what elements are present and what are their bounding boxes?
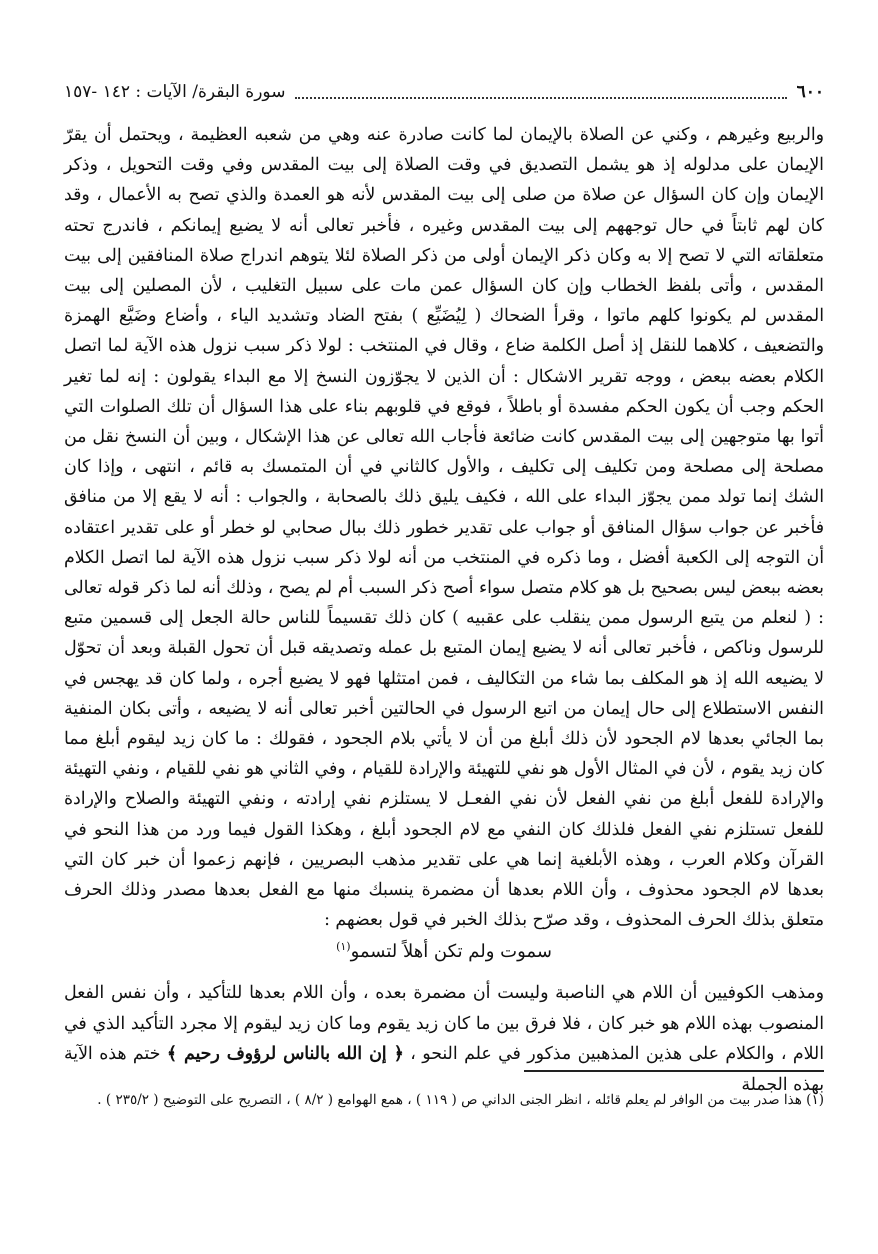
poetry-verse — [64, 940, 824, 962]
quran-verse: ﴿ إن الله بالناس لرؤوف رحيم ﴾ — [166, 1044, 404, 1064]
header-dot-leader — [295, 97, 786, 99]
footnotes — [64, 1088, 824, 1112]
book-page — [64, 70, 824, 1210]
footnote-1: (١) هذا صدر بيت من الوافر لم يعلم قائله ، انظر الجنى الداني ص ( ١١٩ ) ، همع الهوامع ( ٨/٢ ) ، التصريح على التوضيح ( ٢٣٥/٢ ) . — [97, 1092, 824, 1108]
running-header — [64, 78, 824, 106]
footnote-reference[interactable]: (١) — [336, 940, 351, 953]
verse-text: سموت ولم تكن أهلاً لتسمو — [350, 941, 552, 962]
body-paragraph-2 — [64, 978, 824, 1100]
paragraph-2-end: ختم هذه الآية بهذه الجملة — [64, 1044, 824, 1095]
footnote-separator — [524, 1070, 824, 1072]
main-text-block — [64, 120, 824, 935]
body-paragraph-1: والربيع وغيرهم ، وكني عن الصلاة بالإيمان لما كانت صادرة عنه وهي من شعبه العظيمة ، ويحتمل أن يقرّ الإيمان على مدلوله إذ هو يشمل التصديق في وقت الصلاة إلى بيت المقدس وفي وقت التحويل ، وذكر الإيمان وإن كان السؤال عن صلاة من صلى إلى بيت المقدس لأنه هو العمدة والذي تصح به الأعمال ، وقد كان لهم ثابتاً في حال توجههم إلى بيت المقدس وغيره ، فأخبر تعالى أنه لا يضيع إيمانكم ، فاندرج تحته متعلقاته التي لا تصح إلا به وكان ذكر الإيمان أولى من ذكر الصلاة لئلا يتوهم اندراج صلاة المنافقين إلى بيت المقدس ، وأتى بلفظ الخطاب وإن كان السؤال عمن مات على سبيل التغليب ، لأن المصلين إلى بيت المقدس لم يكونوا كلهم ماتوا ، وقرأ الضحاك ( لِيُضَيِّع ) بفتح الضاد وتشديد الياء ، وأضاع وضَيَّع الهمزة والتضعيف ، كلاهما للنقل إذ أصل الكلمة ضاع ، وقال في المنتخب : لولا ذكر سبب نزول هذه الآية لما اتصل الكلام بعضه ببعض ، ووجه تقرير الاشكال : أن الذين لا يجوّزون النسخ إلا مع البداء يقولون : إنه لما تغير الحكم وجب أن يكون الحكم مفسدة أو باطلاً ، فوقع في قلوبهم بناء على هذا السؤال أن تلك الصلوات التي أتوا بها متوجهين إلى بيت المقدس كانت ضائعة فأجاب الله تعالى عن هذا الإشكال ، وبين أن النسخ نقل من مصلحة إلى مصلحة ومن تكليف إلى تكليف ، والأول كالثاني في أن المتمسك به قائم ، انتهى ، وإذا كان الشك إنما تولد ممن يجوّز البداء على الله ، فكيف يليق ذلك بالصحابة ، والجواب : أنه لا يقع إلا من منافق فأخبر عن جواب سؤال المنافق أو جواب على تقدير خطور ذلك ببال صحابي لو خطر أو على تقدير اعتقاده أن التوجه إلى الكعبة أفضل ، وما ذكره في المنتخب من أنه لولا ذكر سبب نزول هذه الآية لما اتصل الكلام بعضه ببعض ليس بصحيح بل هو كلام متصل سواء أصح ذكر السبب أم لم يصح ، وذلك أنه لما ذكر قوله تعالى : ( لنعلم من يتبع الرسول ممن ينقلب على عقبيه ) كان ذلك تقسيماً للناس حالة الجعل إلى قسمين متبع للرسول وناكص ، فأخبر تعالى أنه لا يضيع إيمان المتبع بل عمله وتصديقه قبل أن تحول القبلة وبعد أن تحوّل لا يضيعه الله إذ هو المكلف بما شاء من التكاليف ، فمن امتثلها فهو لا يضيع أجره ، ولما كان قد يهجس في النفس الاستطلاع إلى حال إيمان من اتبع الرسول في الحالتين أخبر تعالى أنه لا يضيعه ، وأتى بكان المنفية بما الجائي بعدها لام الجحود لأن ذلك أبلغ من أن لا يأتي بلام الجحود ، فقولك : ما كان زيد ليقوم أبلغ مما كان زيد يقوم ، لأن في المثال الأول هو نفي للتهيئة والإرادة للقيام ، وفي الثاني هو نفي للقيام ، ونفي التهيئة والإرادة للفعل أبلغ من نفي الفعل لأن نفي الفعـل لا يستلزم نفي إرادته ، ونفي التهيئة والصلاح والإرادة للفعل تستلزم نفي الفعل فلذلك كان النفي مع لام الجحود أبلغ ، وهكذا القول فيما ورد من هذا النحو في القرآن وكلام العرب ، وهذه الأبلغية إنما هي على تقدير مذهب البصريين ، فإنهم زعموا أن خبر كان التي بعدها لام الجحود محذوف ، وأن اللام بعدها أن مضمرة ينسبك منها مع الفعل بعدها مصدر وذلك الحرف متعلق بذلك الحرف المحذوف ، وقد صرّح بذلك الخبر في قول بعضهم : — [64, 125, 824, 931]
page-number: ٦٠٠ — [796, 82, 824, 102]
second-text-block — [64, 978, 824, 1100]
paragraph-2-text: ومذهب الكوفيين أن اللام هي الناصبة وليست أن مضمرة بعده ، وأن اللام بعدها للتأكيد ، وأن نفس الفعل المنصوب بهذه اللام هو خبر كان ، فلا فرق بين ما كان زيد يقوم وما كان زيد ليقوم إلا مجرد التأكيد الذي في اللام ، والكلام على هذين المذهبين مذكور في علم النحو ، — [64, 983, 825, 1064]
running-title: سورة البقرة/ الآيات : ١٤٢ -١٥٧ — [64, 82, 286, 102]
